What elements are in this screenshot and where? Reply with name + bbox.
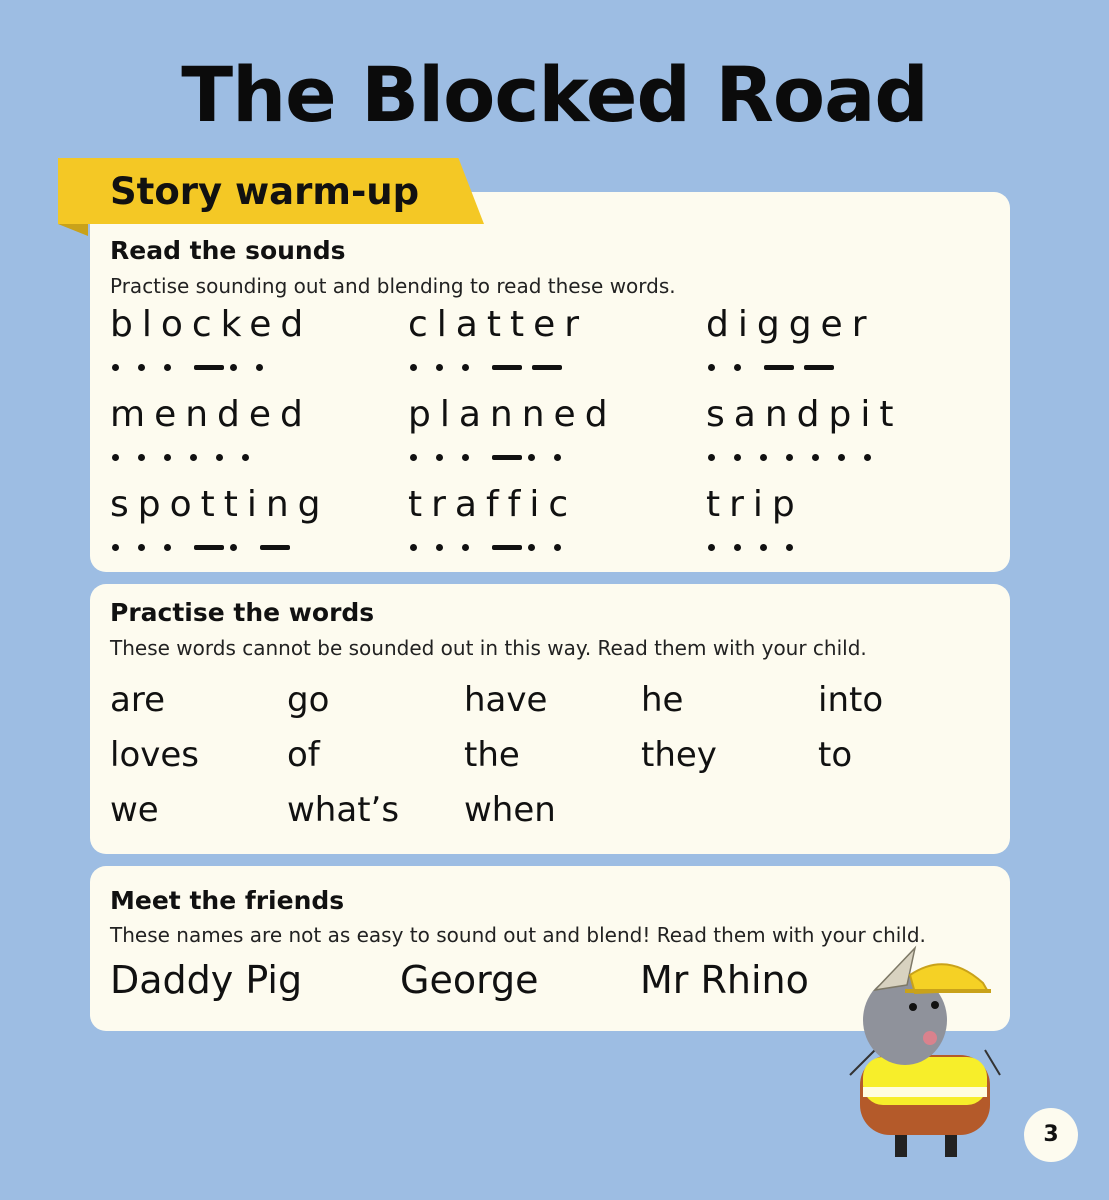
friend-name: Mr Rhino (640, 958, 809, 1002)
phonics-word: planned (408, 394, 617, 435)
sound-dot (164, 544, 171, 551)
digraph-dash (764, 365, 794, 370)
friend-name: George (400, 958, 539, 1002)
digraph-dash (492, 365, 522, 370)
sound-dot (838, 454, 845, 461)
meet-friends-heading: Meet the friends (110, 886, 345, 915)
sound-dot (786, 454, 793, 461)
sound-dot (436, 364, 443, 371)
sound-dot (554, 454, 561, 461)
sound-dot (760, 454, 767, 461)
sound-dot (864, 454, 871, 461)
tricky-word: of (287, 735, 320, 775)
sound-dot (112, 544, 119, 551)
page-number: 3 (1024, 1108, 1078, 1162)
phonics-word: trip (706, 484, 804, 525)
friend-name: Daddy Pig (110, 958, 303, 1002)
practise-words-card (90, 584, 1010, 854)
digraph-dash (194, 545, 224, 550)
tricky-word: into (818, 680, 884, 720)
sound-dot (256, 364, 263, 371)
meet-friends-subtitle: These names are not as easy to sound out and blend! Read them with your child. (110, 923, 926, 947)
sound-dot (462, 454, 469, 461)
page-title: The Blocked Road (181, 50, 928, 139)
sound-dot (760, 544, 767, 551)
sound-dot (436, 544, 443, 551)
sound-dot (138, 364, 145, 371)
sound-dot (436, 454, 443, 461)
sound-dot (190, 454, 197, 461)
practise-words-heading: Practise the words (110, 598, 375, 627)
tricky-word: loves (110, 735, 200, 775)
sound-dot (734, 364, 741, 371)
phonics-word: spotting (110, 484, 330, 525)
sound-dot (812, 454, 819, 461)
sound-dot (528, 544, 535, 551)
digraph-dash (260, 545, 290, 550)
sound-dot (708, 364, 715, 371)
digraph-dash (804, 365, 834, 370)
read-sounds-subtitle: Practise sounding out and blending to read these words. (110, 274, 676, 298)
sound-dot (462, 544, 469, 551)
read-sounds-heading: Read the sounds (110, 236, 346, 265)
tricky-word: he (641, 680, 684, 720)
sound-dot (138, 544, 145, 551)
sound-dot (164, 454, 171, 461)
tricky-word: we (110, 790, 159, 830)
read-the-sounds-card (90, 192, 1010, 572)
sound-dot (242, 454, 249, 461)
tricky-word: what’s (287, 790, 400, 830)
phonics-word: clatter (408, 304, 589, 345)
practise-words-subtitle: These words cannot be sounded out in this way. Read them with your child. (110, 636, 867, 660)
phonics-word: sandpit (706, 394, 903, 435)
sound-dot (734, 454, 741, 461)
phonics-word: traffic (408, 484, 578, 525)
tricky-word: the (464, 735, 520, 775)
sound-dot (554, 544, 561, 551)
sound-dot (708, 544, 715, 551)
digraph-dash (194, 365, 224, 370)
sound-dot (734, 544, 741, 551)
sound-dot (112, 454, 119, 461)
sound-dot (230, 364, 237, 371)
sound-dot (410, 364, 417, 371)
tricky-word: are (110, 680, 165, 720)
digraph-dash (492, 455, 522, 460)
tricky-word: to (818, 735, 853, 775)
sound-dot (230, 544, 237, 551)
digraph-dash (492, 545, 522, 550)
tricky-word: have (464, 680, 548, 720)
digraph-dash (532, 365, 562, 370)
sound-dot (462, 364, 469, 371)
phonics-word: digger (706, 304, 876, 345)
phonics-word: mended (110, 394, 312, 435)
sound-dot (410, 544, 417, 551)
mr-rhino-illustration (835, 945, 1005, 1165)
sound-dot (708, 454, 715, 461)
tricky-word: when (464, 790, 556, 830)
tricky-word: go (287, 680, 330, 720)
sound-dot (216, 454, 223, 461)
sound-dot (138, 454, 145, 461)
phonics-word: blocked (110, 304, 313, 345)
tricky-word: they (641, 735, 717, 775)
sound-dot (786, 544, 793, 551)
banner-fold (58, 224, 88, 236)
sound-dot (528, 454, 535, 461)
sound-dot (164, 364, 171, 371)
banner-label: Story warm-up (110, 170, 420, 213)
sound-dot (410, 454, 417, 461)
sound-dot (112, 364, 119, 371)
